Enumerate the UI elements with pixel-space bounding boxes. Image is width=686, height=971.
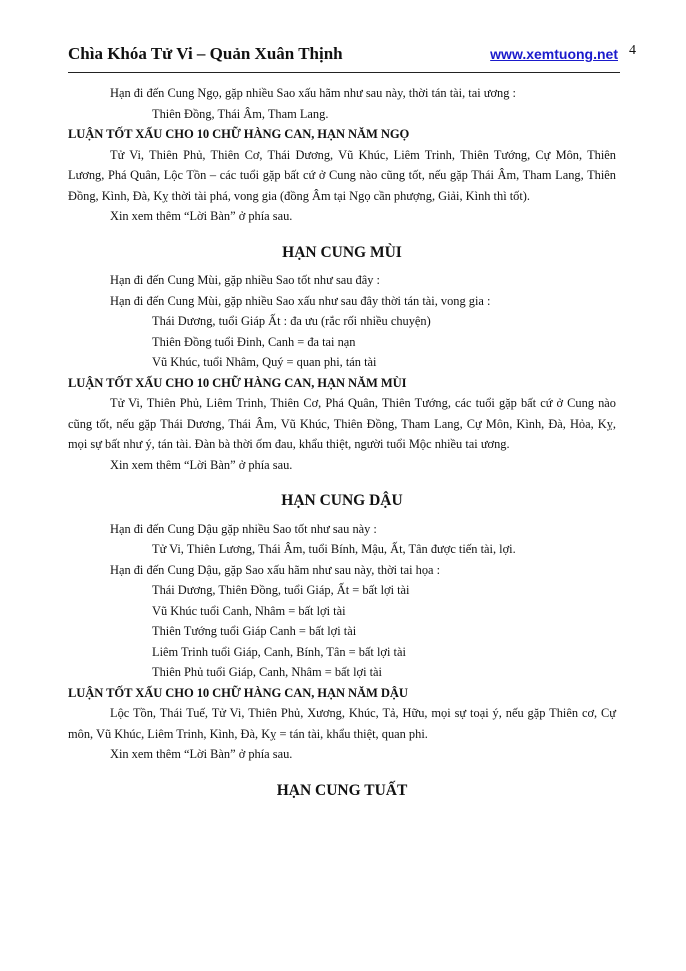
page-content [68, 83, 616, 801]
dau-luan-heading: LUẬN TỐT XẤU CHO 10 CHỮ HÀNG CAN, HẠN NĂM DẬU [68, 685, 408, 700]
tuat-section-heading: HẠN CUNG TUẤT [276, 781, 408, 799]
ngo-bad-stars: Thiên Đồng, Thái Âm, Tham Lang. [152, 106, 329, 121]
dau-luan-text: Lộc Tồn, Thái Tuế, Tử Vi, Thiên Phủ, Xương, Khúc, Tả, Hữu, mọi sự toại ý, nếu gặp Thiên cơ, Cự môn, Vũ Khúc, Liêm Trinh, Kình, Đà, Kỵ = tán tài, khẩu thiệt, quan phi. [68, 706, 616, 741]
mui-bad-intro: Hạn đi đến Cung Mùi, gặp nhiều Sao xấu như sau đây thời tán tài, vong gia : [110, 293, 491, 308]
ngo-bad-intro: Hạn đi đến Cung Ngọ, gặp nhiều Sao xấu hãm như sau này, thời tán tài, tai ương : [110, 86, 516, 100]
mui-luan-text: Tử Vi, Thiên Phủ, Liêm Trinh, Thiên Cơ, Phá Quân, Thiên Tướng, các tuổi gặp bất cứ ở Cung nào cũng tốt, nếu gặp Thái Dương, Thái Âm, Vũ Khúc, Thiên Đồng, Tham Lang, Cự Môn, Kình, Đà, Hỏa, Kỵ, mọi sự bất như ý, tán tài. Đàn bà thời ốm đau, khẩu thiệt, người tuổi Mộc nhiều tai ương. [68, 396, 616, 451]
mui-bad-item: Thiên Đồng tuổi Đinh, Canh = đa tai nạn [152, 334, 356, 349]
dau-bad-intro: Hạn đi đến Cung Dậu, gặp Sao xấu hãm như sau này, thời tai họa : [110, 562, 441, 577]
mui-section-heading: HẠN CUNG MÙI [282, 243, 402, 261]
mui-good-intro: Hạn đi đến Cung Mùi, gặp nhiều Sao tốt như sau đây : [110, 273, 380, 287]
ngo-luan-text: Tử Vi, Thiên Phủ, Thiên Cơ, Thái Dương, Vũ Khúc, Liêm Trinh, Thiên Tướng, Cự Môn, Thiên Lương, Phá Quân, Lộc Tồn – các tuổi gặp bất cứ ở Cung nào cũng tốt, nếu gặp Thái Âm, Tham Lang, Thiên Đồng, Kình, Đà, Kỵ thời tài phá, vong gia (đồng Âm tại Ngọ cần phượng, Giải, Kình thì tốt). [68, 147, 616, 203]
ngo-see-more: Xin xem thêm “Lời Bàn” ở phía sau. [110, 209, 293, 223]
page-header [68, 40, 634, 74]
dau-bad-item: Vũ Khúc tuổi Canh, Nhâm = bất lợi tài [152, 603, 346, 618]
mui-see-more: Xin xem thêm “Lời Bàn” ở phía sau. [110, 457, 293, 472]
ngo-luan-heading: LUẬN TỐT XẤU CHO 10 CHỮ HÀNG CAN, HẠN NĂM NGỌ [68, 127, 410, 141]
dau-bad-item: Thiên Phủ tuổi Giáp, Canh, Nhâm = bất lợi tài [152, 665, 383, 679]
dau-see-more: Xin xem thêm “Lời Bàn” ở phía sau. [110, 747, 293, 761]
mui-bad-item: Vũ Khúc, tuổi Nhâm, Quý = quan phi, tán tài [152, 355, 377, 369]
dau-bad-item: Thái Dương, Thiên Đồng, tuổi Giáp, Ất = bất lợi tài [152, 583, 410, 597]
website-link[interactable]: www.xemtuong.net [490, 46, 618, 62]
document-title: Chìa Khóa Tử Vi – Quản Xuân Thịnh [68, 44, 343, 63]
dau-bad-item: Liêm Trinh tuổi Giáp, Canh, Bính, Tân = bất lợi tài [152, 644, 406, 659]
mui-luan-heading: LUẬN TỐT XẤU CHO 10 CHỮ HÀNG CAN, HẠN NĂM MÙI [68, 375, 407, 390]
dau-good-intro: Hạn đi đến Cung Dậu gặp nhiều Sao tốt như sau này : [110, 521, 377, 536]
header-divider [68, 72, 620, 73]
dau-bad-item: Thiên Tướng tuổi Giáp Canh = bất lợi tài [152, 624, 357, 638]
dau-good-item: Tử Vi, Thiên Lương, Thái Âm, tuổi Bính, Mậu, Ất, Tân được tiến tài, lợi. [152, 542, 516, 556]
dau-section-heading: HẠN CUNG DẬU [281, 492, 403, 509]
page-number: 4 [629, 43, 636, 58]
mui-bad-item: Thái Dương, tuổi Giáp Ất : đa ưu (rắc rối nhiều chuyện) [152, 314, 431, 328]
